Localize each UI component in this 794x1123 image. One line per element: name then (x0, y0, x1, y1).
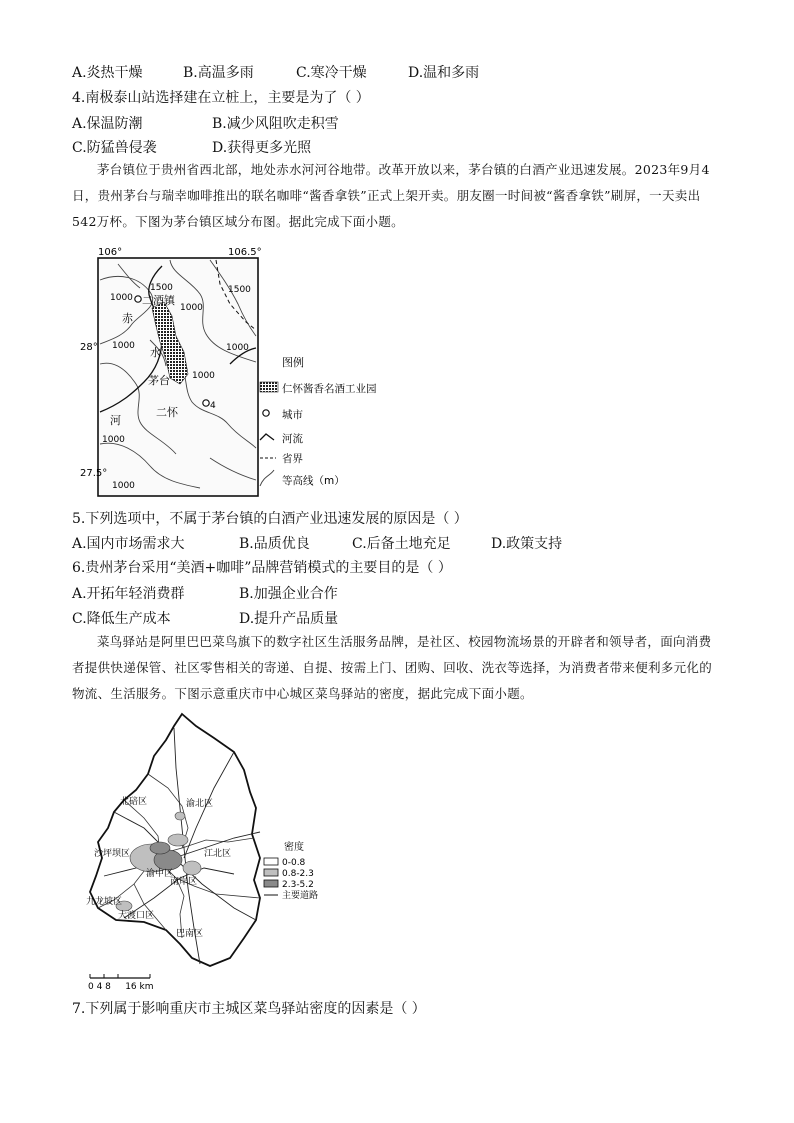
question-4-stem: 4.南极泰山站选择建在立桩上，主要是为了（ ） (72, 90, 370, 106)
district-yubei: 渝北区 (186, 799, 214, 809)
q6-option-d: D.提升产品质量 (239, 611, 339, 627)
lat-bottom-label: 27.5° (80, 468, 108, 479)
contour-label: 1000 (192, 371, 215, 381)
question-7-stem: 7.下列属于影响重庆市主城区菜鸟驿站密度的因素是（ ） (72, 1001, 426, 1017)
legend-low-swatch (264, 858, 278, 865)
chongqing-density-map (84, 708, 364, 992)
maotai-region-map (80, 244, 410, 502)
q4-option-c: C.防猛兽侵袭 (72, 140, 157, 156)
q3-option-b: B.高温多雨 (183, 65, 254, 81)
contour-label: 1000 (112, 341, 135, 351)
legend-mid-swatch (264, 869, 278, 876)
district-nanan: 南岸区 (170, 877, 198, 887)
q5-option-d: D.政策支持 (491, 536, 563, 552)
lat-top-label: 28° (80, 342, 98, 353)
q3-option-a: A.炎热干燥 (72, 65, 143, 81)
contour-label: 1000 (180, 303, 203, 313)
place-maotai: 茅台 (148, 374, 170, 387)
place-erhuai: 二怀 (156, 406, 178, 419)
district-jiulongpo: 九龙坡区 (86, 897, 123, 907)
place-erjiu: 二酒镇 (142, 294, 175, 307)
lon-right-label: 106.5° (228, 247, 262, 258)
city-erjiu-marker (135, 296, 141, 302)
legend-city-label: 城市 (282, 409, 303, 421)
contour-label: 1500 (228, 285, 251, 295)
contour-label: 1000 (110, 293, 133, 303)
legend-industrial-label: 仁怀酱香名酒工业园 (282, 383, 377, 395)
scale-bar (90, 974, 150, 978)
question-6-stem: 6.贵州茅台采用“美酒+咖啡”品牌营销模式的主要目的是（ ） (72, 560, 452, 576)
q4-option-b: B.减少风阻吹走积雪 (212, 116, 339, 132)
passage-maotai: 茅台镇位于贵州省西北部，地处赤水河河谷地带。改革开放以来，茅台镇的白酒产业迅速发展。2023年9月4日，贵州茅台与瑞幸咖啡推出的联名咖啡“酱香拿铁”正式上架开卖。朋友圈一时间被“酱香拿铁”刷屏，一天卖出542万杯。下图为茅台镇区域分布图。据此完成下面小题。 (72, 162, 710, 229)
district-beibei: 北碚区 (120, 797, 148, 807)
lon-left-label: 106° (98, 247, 123, 258)
legend-road-label: 主要道路 (282, 891, 319, 901)
contour-label: 1500 (150, 283, 173, 293)
district-shapingba: 沙坪坝区 (94, 849, 131, 859)
legend-border-label: 省界 (282, 453, 303, 465)
question-5-stem: 5.下列选项中，不属于茅台镇的白酒产业迅速发展的原因是（ ） (72, 511, 468, 527)
q3-option-d: D.温和多雨 (408, 65, 480, 81)
contour-label: 1000 (226, 343, 249, 353)
legend-river-swatch (260, 434, 274, 440)
contour-label: 1000 (112, 481, 135, 491)
district-banan: 巴南区 (176, 929, 204, 939)
q6-option-a: A.开拓年轻消费群 (72, 586, 185, 602)
place-he: 河 (110, 414, 121, 427)
legend-contour-label: 等高线（m） (282, 475, 345, 487)
q5-option-a: A.国内市场需求大 (72, 536, 185, 552)
q4-option-d: D.获得更多光照 (212, 140, 312, 156)
density-legend-title: 密度 (284, 842, 304, 853)
legend-mid-label: 0.8-2.3 (282, 869, 314, 879)
legend-city-swatch (263, 410, 269, 416)
q6-option-b: B.加强企业合作 (239, 586, 338, 602)
legend-low-label: 0-0.8 (282, 858, 306, 868)
legend-contour-swatch (260, 470, 274, 486)
district-yuzhong: 渝中区 (146, 869, 174, 879)
passage-cainiao: 菜鸟驿站是阿里巴巴菜鸟旗下的数字社区生活服务品牌，是社区、校园物流场景的开辟者和领导者，面向消费者提供快递保管、社区零售相关的寄递、自提、按需上门、团购、回收、洗衣等选择，为消费者带来便利多元化的物流、生活服务。下图示意重庆市中心城区菜鸟驿站的密度，据此完成下面小题。 (72, 634, 713, 701)
q6-option-c: C.降低生产成本 (72, 611, 171, 627)
q4-option-a: A.保温防潮 (72, 116, 143, 132)
legend-high-swatch (264, 880, 278, 887)
district-dadukou: 大渡口区 (118, 911, 155, 921)
district-jiangbei: 江北区 (204, 849, 232, 859)
legend-title: 图例 (282, 356, 304, 369)
q5-option-b: B.品质优良 (239, 536, 310, 552)
place-shui: 水 (150, 346, 161, 359)
scale-label: 0 4 8 16 km (88, 982, 154, 992)
contour-label: 1000 (102, 435, 125, 445)
q3-option-c: C.寒冷干燥 (296, 65, 367, 81)
legend-high-label: 2.3-5.2 (282, 880, 314, 890)
legend-industrial-swatch (260, 382, 278, 392)
legend-river-label: 河流 (282, 433, 303, 445)
q5-option-c: C.后备土地充足 (352, 536, 451, 552)
city-erhuai-marker (203, 400, 209, 406)
place-chi: 赤 (122, 312, 133, 325)
contour-label: 4 (210, 401, 216, 411)
